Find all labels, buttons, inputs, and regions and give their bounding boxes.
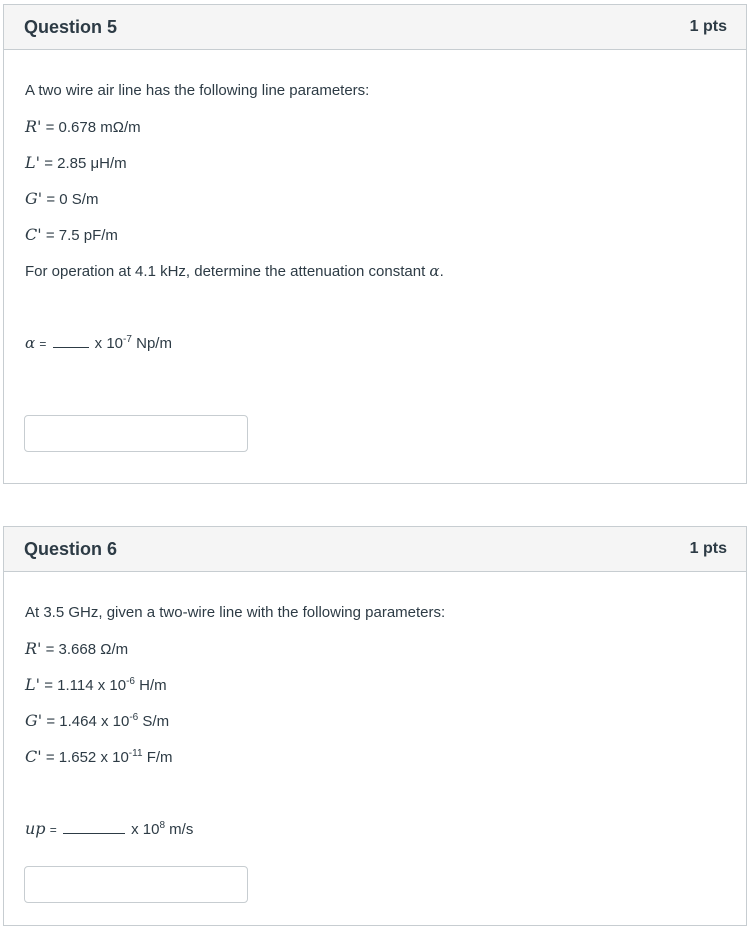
q6-param-g-value: = 1.464 x 10 [46,713,130,730]
q6-answer-blank [63,821,125,834]
q5-param-r-value: = 0.678 mΩ/m [45,119,141,136]
question-5-points: 1 pts [689,18,727,35]
q6-param-g [25,711,169,732]
q6-answer-unit: m/s [169,821,194,838]
q5-answer-exp: -7 [123,334,132,345]
q6-param-c-value: = 1.652 x 10 [45,749,129,766]
q5-param-g-symbol: G' [25,189,43,208]
q6-param-r [25,639,128,660]
q5-answer-prefix: x 10 [94,335,124,352]
q6-param-g-symbol: G' [25,711,43,730]
q5-task-text: For operation at 4.1 kHz, determine the attenuation constant [25,263,430,280]
q5-param-g-value: = 0 S/m [46,191,99,208]
q6-param-c-exp: -11 [128,748,143,759]
q5-param-c [25,225,118,246]
q6-param-c-unit: F/m [146,749,173,766]
q6-answer-eq: = [49,823,57,837]
q5-param-l-value: = 2.85 μH/m [44,155,127,172]
q6-param-l-symbol: L' [25,675,41,694]
q6-param-g-unit: S/m [142,713,170,730]
q5-param-r [25,117,141,138]
q6-param-r-value: = 3.668 Ω/m [45,641,129,658]
q6-param-g-exp: -6 [129,712,139,723]
q5-param-c-value: = 7.5 pF/m [45,227,118,244]
q5-param-l [25,153,127,174]
q5-answer-blank [53,335,89,348]
question-6-intro: At 3.5 GHz, given a two-wire line with the following parameters: [25,604,446,621]
q6-answer-symbol: up [25,819,46,838]
question-6-points: 1 pts [689,540,727,557]
q6-answer-exp: 8 [159,820,165,831]
q6-param-l-value: = 1.114 x 10 [44,677,127,694]
q6-param-l-unit: H/m [139,677,167,694]
q5-param-l-symbol: L' [25,153,41,172]
q5-task-end: . [439,263,444,280]
question-5-intro: A two wire air line has the following line parameters: [25,82,370,99]
q5-answer-format [25,333,172,354]
question-5-title: Question 5 [24,16,118,37]
q5-param-r-symbol: R' [25,117,42,136]
q6-param-c [25,747,173,768]
q5-answer-eq: = [39,337,47,351]
question-6-header [4,527,746,572]
question-6-title: Question 6 [24,538,118,559]
q6-answer-prefix: x 10 [131,821,160,838]
q5-answer-unit: Np/m [136,335,172,352]
q6-answer-format [25,819,193,840]
q6-param-l [25,675,167,696]
question-6-card [3,526,747,926]
question-5-header [4,5,746,50]
q6-param-c-symbol: C' [25,747,42,766]
q5-param-c-symbol: C' [25,225,42,244]
question-5-task [25,261,444,282]
q5-task-symbol: α [429,262,440,280]
q6-param-l-exp: -6 [126,676,135,687]
q5-answer-input[interactable] [24,415,248,452]
question-5-card [3,4,747,484]
q5-param-g [25,189,98,210]
q6-answer-input[interactable] [24,866,248,903]
q5-answer-symbol: α [25,334,36,352]
q6-param-r-symbol: R' [25,639,42,658]
